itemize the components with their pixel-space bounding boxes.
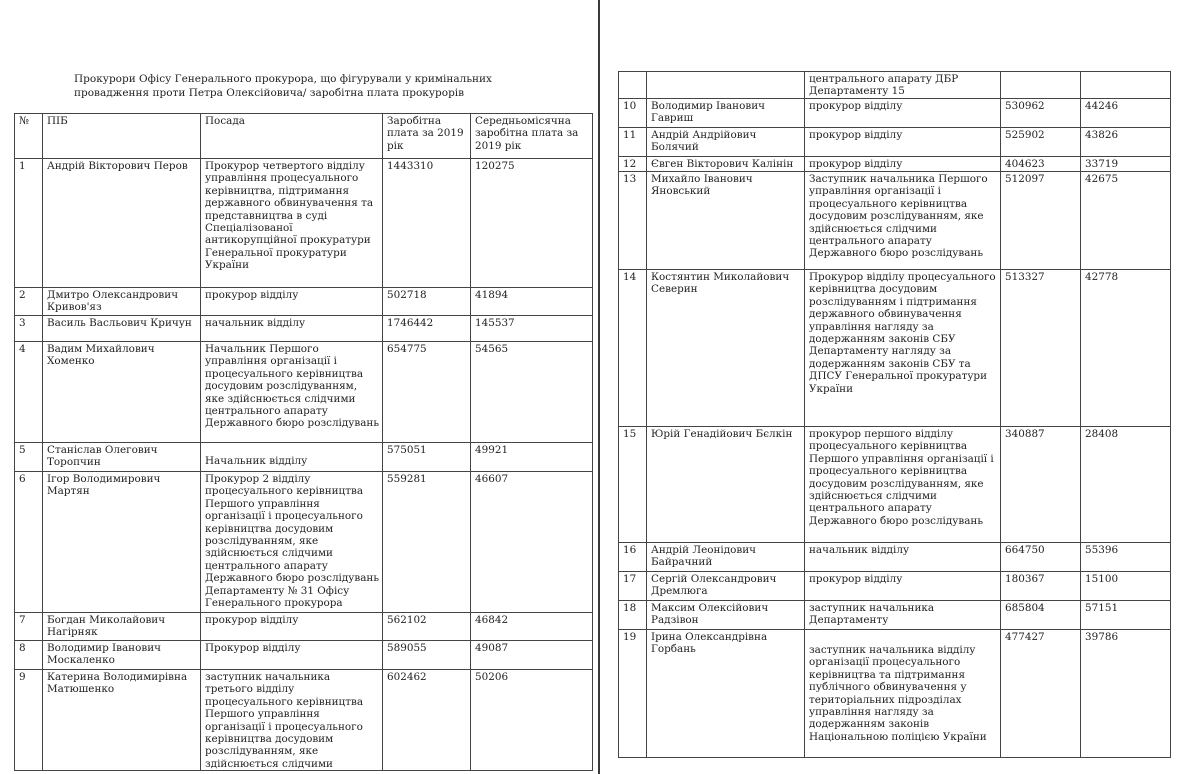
row-name: Андрій Андрійович Болячий (647, 128, 805, 157)
table-header-row (15, 114, 593, 159)
row-name: Василь Васльович Кричун (43, 316, 201, 342)
row-salary: 525902 (1001, 128, 1081, 157)
row-salary: 1746442 (383, 316, 471, 342)
table-row (619, 630, 1171, 758)
row-number: 15 (619, 427, 647, 543)
row-position: прокурор першого відділу процесуального керівництва Першого управління організації і процесуального керівництва досудовим розслідуванням, яке здійснюється слідчими центрального апарату Державного бюро розслідувань (805, 427, 1001, 543)
row-monthly: 28408 (1081, 427, 1171, 543)
row-number: 19 (619, 630, 647, 758)
table-row-continuation (619, 72, 1171, 99)
row-name: Вадим Михайлович Хоменко (43, 342, 201, 443)
header-position: Посада (201, 114, 383, 159)
document-page-left (0, 0, 598, 774)
row-monthly: 55396 (1081, 543, 1171, 572)
row-monthly: 49921 (471, 443, 593, 472)
table-row (15, 288, 593, 316)
row-monthly: 49087 (471, 641, 593, 670)
row-salary: 685804 (1001, 601, 1081, 630)
table-row (619, 128, 1171, 157)
row-monthly: 33719 (1081, 157, 1171, 172)
row-number: 5 (15, 443, 43, 472)
row-salary: 502718 (383, 288, 471, 316)
table-row (15, 159, 593, 288)
table-row (619, 172, 1171, 270)
row-name: Ірина Олександрівна Горбань (647, 630, 805, 758)
row-name: Максим Олексійович Радзівон (647, 601, 805, 630)
row-number: 11 (619, 128, 647, 157)
row-number: 13 (619, 172, 647, 270)
table-row (619, 427, 1171, 543)
row-number: 12 (619, 157, 647, 172)
table-row (619, 157, 1171, 172)
row-position: Прокурор відділу процесуального керівництва досудовим розслідуванням і підтримання державного обвинувачення управління нагляду за додержанням законів СБУ Департаменту нагляду за додержанням законів СБУ та ДПСУ Генеральної прокуратури України (805, 270, 1001, 427)
table-row (619, 601, 1171, 630)
row-position: прокурор відділу (201, 288, 383, 316)
row-position: центрального апарату ДБР Департаменту 15 (805, 72, 1001, 99)
row-salary: 602462 (383, 670, 471, 771)
row-monthly: 145537 (471, 316, 593, 342)
row-position: Прокурор відділу (201, 641, 383, 670)
row-name: Володимир Іванович Москаленко (43, 641, 201, 670)
row-salary: 530962 (1001, 99, 1081, 128)
row-monthly: 15100 (1081, 572, 1171, 601)
row-monthly: 39786 (1081, 630, 1171, 758)
row-monthly: 43826 (1081, 128, 1171, 157)
row-salary: 589055 (383, 641, 471, 670)
header-monthly: Середньомісячна заробітна плата за 2019 рік (471, 114, 593, 159)
row-salary: 477427 (1001, 630, 1081, 758)
row-position: Прокурор четвертого відділу управління процесуального керівництва, підтримання державного обвинувачення та представництва в суді Спеціалізованої антикорупційної прокуратури Генеральної прокуратури України (201, 159, 383, 288)
row-number: 8 (15, 641, 43, 670)
row-position: начальник відділу (201, 316, 383, 342)
row-salary: 404623 (1001, 157, 1081, 172)
row-monthly: 46842 (471, 613, 593, 641)
table-row (15, 342, 593, 443)
row-position: Начальник відділу (201, 443, 383, 472)
row-monthly: 57151 (1081, 601, 1171, 630)
row-position: прокурор відділу (805, 157, 1001, 172)
row-position: Заступник начальника Першого управління організації і процесуального керівництва досудовим розслідуванням, яке здійснюється слідчими центрального апарату Державного бюро розслідувань (805, 172, 1001, 270)
row-monthly: 120275 (471, 159, 593, 288)
row-salary: 1443310 (383, 159, 471, 288)
row-salary: 562102 (383, 613, 471, 641)
table-row (15, 670, 593, 771)
table-row (15, 316, 593, 342)
row-salary: 575051 (383, 443, 471, 472)
page-divider (598, 0, 600, 774)
row-salary: 664750 (1001, 543, 1081, 572)
row-name: Костянтин Миколайович Северин (647, 270, 805, 427)
row-name: Катерина Володимирівна Матюшенко (43, 670, 201, 771)
row-position: Начальник Першого управління організації і процесуального керівництва досудовим розслідуванням, яке здійснюється слідчими центрального апарату Державного бюро розслідувань (201, 342, 383, 443)
row-name: Дмитро Олександрович Кривов'яз (43, 288, 201, 316)
row-position: начальник відділу (805, 543, 1001, 572)
table-row (619, 99, 1171, 128)
row-name: Михайло Іванович Яновський (647, 172, 805, 270)
row-monthly: 41894 (471, 288, 593, 316)
table-row (15, 443, 593, 472)
row-monthly: 42778 (1081, 270, 1171, 427)
row-name: Ігор Володимирович Мартян (43, 472, 201, 613)
table-row (15, 641, 593, 670)
header-number: № (15, 114, 43, 159)
row-salary: 340887 (1001, 427, 1081, 543)
row-number: 4 (15, 342, 43, 443)
row-name: Володимир Іванович Гавриш (647, 99, 805, 128)
table-row (15, 472, 593, 613)
row-name: Юрій Генадійович Бєлкін (647, 427, 805, 543)
row-number: 14 (619, 270, 647, 427)
row-number: 10 (619, 99, 647, 128)
table-row (619, 543, 1171, 572)
row-name: Андрій Вікторович Перов (43, 159, 201, 288)
row-monthly: 42675 (1081, 172, 1171, 270)
salary-table-left (14, 113, 593, 771)
table-row (619, 270, 1171, 427)
row-monthly: 50206 (471, 670, 593, 771)
row-number: 16 (619, 543, 647, 572)
document-page-right (604, 0, 1200, 774)
row-name: Андрій Леонідович Байрачний (647, 543, 805, 572)
row-salary: 512097 (1001, 172, 1081, 270)
row-number: 9 (15, 670, 43, 771)
row-monthly: 44246 (1081, 99, 1171, 128)
row-name: Сергій Олександрович Дремлюга (647, 572, 805, 601)
row-monthly: 54565 (471, 342, 593, 443)
row-monthly: 46607 (471, 472, 593, 613)
document-title: Прокурори Офісу Генерального прокурора, що фігурували у кримінальних провадження проти Петра Олексійовича/ заробітна плата прокурорів (74, 73, 492, 99)
row-position: заступник начальника відділу організації процесуального керівництва та підтримання публічного обвинувачення у територіальних підрозділах управління нагляду за додержанням законів Національною поліцією України (805, 630, 1001, 758)
row-salary: 559281 (383, 472, 471, 613)
row-position: прокурор відділу (805, 572, 1001, 601)
row-salary: 180367 (1001, 572, 1081, 601)
row-position: заступник начальника третього відділу процесуального керівництва Першого управління організації і процесуального керівництва досудовим розслідуванням, яке здійснюється слідчими (201, 670, 383, 771)
row-number: 18 (619, 601, 647, 630)
row-position: Прокурор 2 відділу процесуального керівництва Першого управління організації і процесуального керівництва досудовим розслідуванням, яке здійснюється слідчими центрального апарату Державного бюро розслідувань Департаменту № 31 Офісу Генерального прокурора (201, 472, 383, 613)
row-number: 6 (15, 472, 43, 613)
row-number: 3 (15, 316, 43, 342)
row-name: Станіслав Олегович Торопчин (43, 443, 201, 472)
row-position: прокурор відділу (201, 613, 383, 641)
row-name: Євген Вікторович Калінін (647, 157, 805, 172)
row-number: 17 (619, 572, 647, 601)
table-row (619, 572, 1171, 601)
row-salary: 513327 (1001, 270, 1081, 427)
row-position: заступник начальника Департаменту (805, 601, 1001, 630)
row-salary: 654775 (383, 342, 471, 443)
row-position: прокурор відділу (805, 99, 1001, 128)
header-name: ПІБ (43, 114, 201, 159)
row-name: Богдан Миколайович Нагірняк (43, 613, 201, 641)
row-position: прокурор відділу (805, 128, 1001, 157)
row-number: 2 (15, 288, 43, 316)
salary-table-right (618, 71, 1171, 758)
row-number: 7 (15, 613, 43, 641)
row-number: 1 (15, 159, 43, 288)
header-salary: Заробітна плата за 2019 рік (383, 114, 471, 159)
table-row (15, 613, 593, 641)
